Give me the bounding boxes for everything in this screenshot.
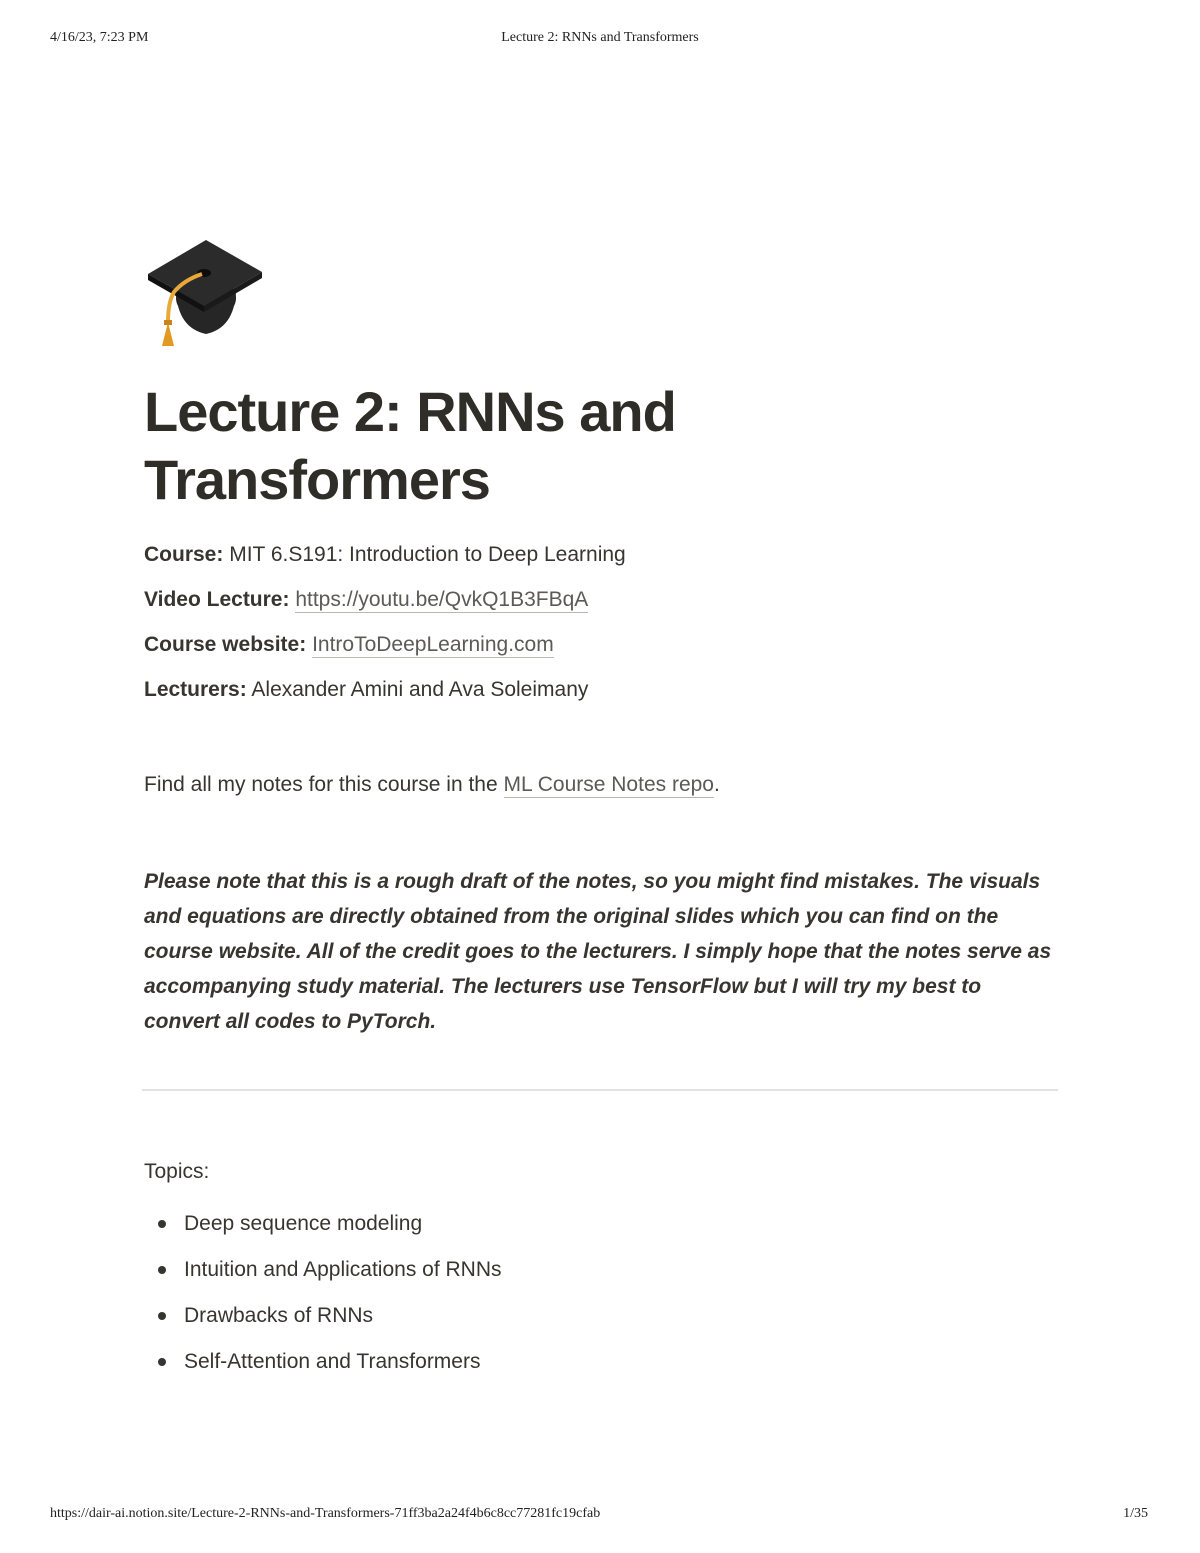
- bullet-icon: [158, 1266, 166, 1274]
- intro-paragraph: [144, 770, 1060, 800]
- topic-text: Self-Attention and Transformers: [184, 1350, 481, 1373]
- print-datetime: 4/16/23, 7:23 PM: [50, 30, 149, 45]
- property-website-key: Course website:: [144, 633, 307, 656]
- bullet-icon: [158, 1358, 166, 1366]
- print-header: [0, 30, 1200, 50]
- property-lecturers-key: Lecturers:: [144, 678, 247, 701]
- disclaimer-note: Please note that this is a rough draft of the notes, so you might find mistakes. The visuals and equations are directly obtained from the original slides which you can find on the course website. All of the credit goes to the lecturers. I simply hope that the notes serve as accompanying study material. The lecturers use TensorFlow but I will try my best to convert all codes to PyTorch.: [144, 870, 1052, 1033]
- topic-text: Intuition and Applications of RNNs: [184, 1258, 502, 1281]
- divider: [142, 1089, 1058, 1091]
- page-title: Lecture 2: RNNs and Transformers: [144, 380, 676, 511]
- intro-suffix: .: [713, 773, 720, 796]
- list-item: [144, 1293, 1060, 1339]
- print-page-number: 1/35: [1123, 1506, 1148, 1521]
- graduation-cap-icon: [144, 236, 1060, 356]
- notion-page: [144, 236, 1060, 1385]
- intro-prefix: Find all my notes for this course in the: [144, 773, 504, 796]
- property-lecturers-value: Alexander Amini and Ava Soleimany: [251, 678, 589, 701]
- property-video-lecture: [144, 577, 1060, 622]
- print-doc-title: Lecture 2: RNNs and Transformers: [501, 30, 699, 45]
- list-item: [144, 1247, 1060, 1293]
- topic-text: Deep sequence modeling: [184, 1212, 423, 1235]
- bullet-icon: [158, 1312, 166, 1320]
- property-course-key: Course:: [144, 543, 224, 566]
- property-lecturers: [144, 667, 1060, 712]
- print-footer: [0, 1506, 1200, 1526]
- property-course-value: MIT 6.S191: Introduction to Deep Learning: [229, 543, 626, 566]
- property-course: [144, 532, 1060, 577]
- topics-label: Topics:: [144, 1160, 210, 1183]
- topics-list: [144, 1201, 1060, 1385]
- video-lecture-link[interactable]: https://youtu.be/QvkQ1B3FBqA: [295, 588, 589, 611]
- page-properties: [144, 532, 1060, 712]
- list-item: [144, 1201, 1060, 1247]
- property-video-key: Video Lecture:: [144, 588, 290, 611]
- bullet-icon: [158, 1220, 166, 1228]
- course-notes-repo-link[interactable]: ML Course Notes repo: [503, 773, 714, 796]
- print-url: https://dair-ai.notion.site/Lecture-2-RNNs-and-Transformers-71ff3ba2a24f4b6c8cc77281fc19cfab: [50, 1506, 601, 1521]
- list-item: [144, 1339, 1060, 1385]
- course-website-link[interactable]: IntroToDeepLearning.com: [312, 633, 554, 656]
- topic-text: Drawbacks of RNNs: [184, 1304, 374, 1327]
- property-course-website: [144, 622, 1060, 667]
